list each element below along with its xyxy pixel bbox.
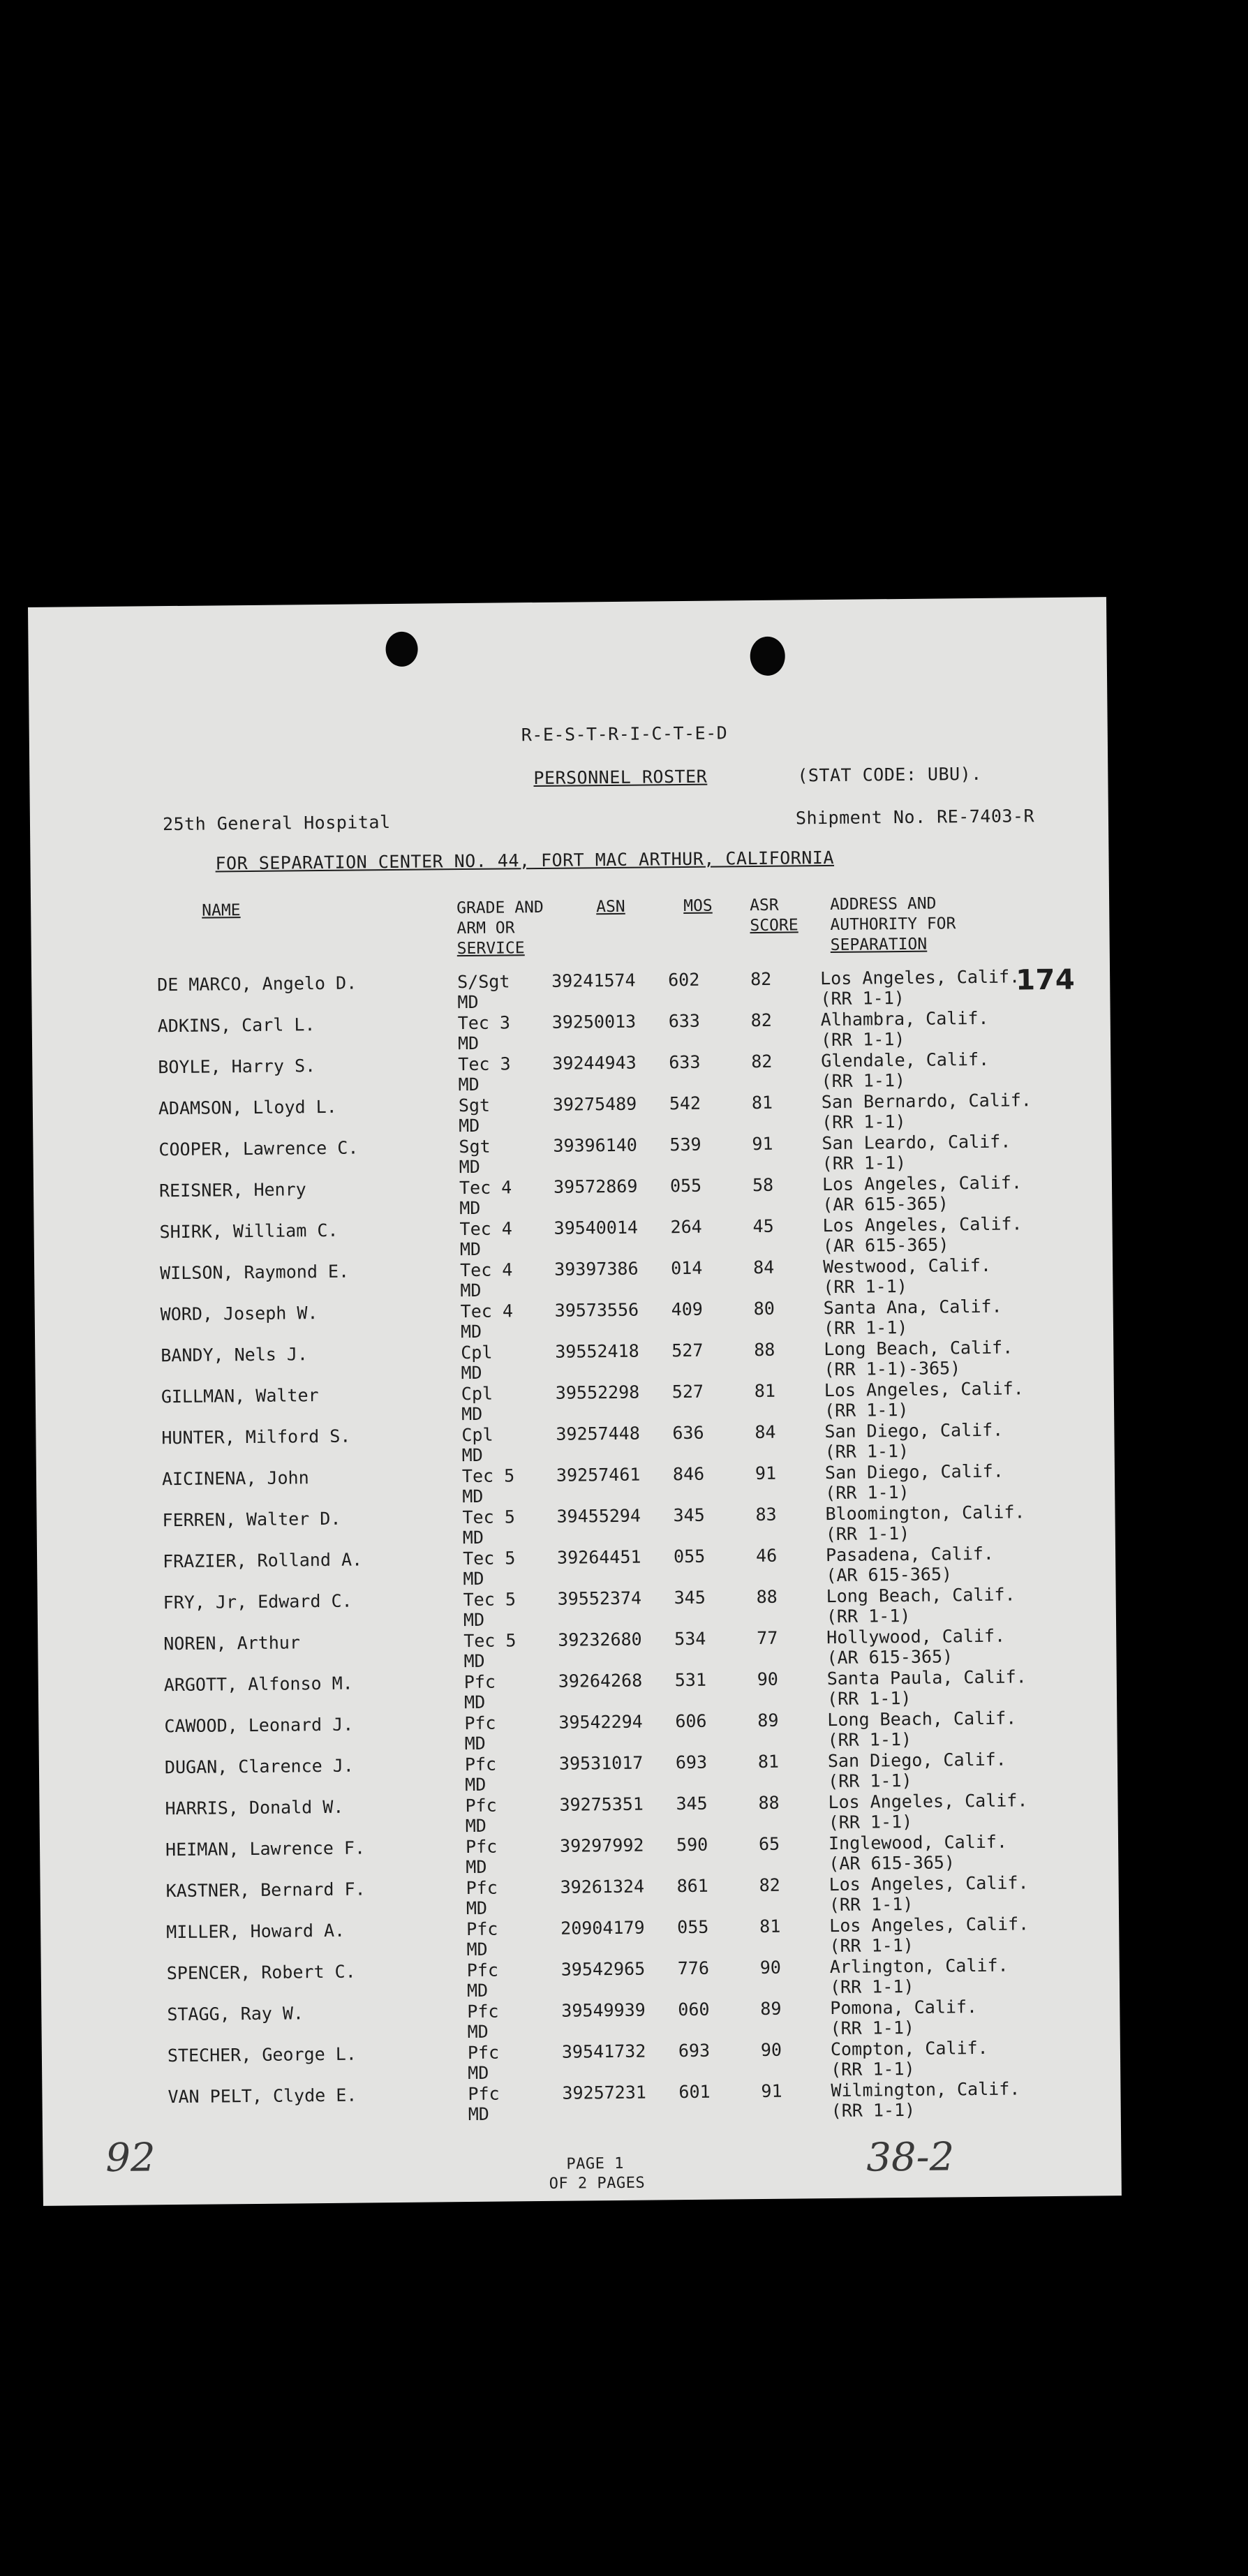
mos-cell: 527 bbox=[671, 1340, 704, 1361]
service-cell: MD bbox=[463, 1650, 485, 1672]
soldier-name: AICINENA, John bbox=[161, 1467, 309, 1490]
mos-cell: 539 bbox=[669, 1134, 701, 1155]
mos-cell: 601 bbox=[678, 2081, 711, 2103]
mos-cell: 345 bbox=[676, 1793, 708, 1814]
address-cell: Inglewood, Calif. bbox=[828, 1831, 1008, 1854]
authority-cell: (RR 1-1) bbox=[827, 1729, 912, 1751]
grade-cell: Tec 4 bbox=[460, 1301, 514, 1322]
soldier-name: STAGG, Ray W. bbox=[167, 2003, 304, 2025]
address-cell: Los Angeles, Calif. bbox=[820, 966, 1020, 989]
mos-cell: 014 bbox=[670, 1257, 703, 1279]
grade-cell: Tec 4 bbox=[460, 1259, 513, 1281]
service-cell: MD bbox=[468, 2103, 489, 2125]
asn-cell: 39275489 bbox=[552, 1093, 637, 1115]
grade-cell: Pfc bbox=[463, 1671, 496, 1693]
score-cell: 89 bbox=[757, 1710, 779, 1731]
address-cell: Glendale, Calif. bbox=[821, 1049, 990, 1072]
score-cell: 46 bbox=[755, 1545, 778, 1567]
restricted-banner: R-E-S-T-R-I-C-T-E-D bbox=[521, 723, 728, 746]
score-cell: 81 bbox=[751, 1092, 773, 1113]
address-cell: Los Angeles, Calif. bbox=[822, 1213, 1023, 1236]
soldier-name: FRAZIER, Rolland A. bbox=[162, 1549, 363, 1572]
score-cell: 88 bbox=[758, 1792, 780, 1814]
soldier-name: WILSON, Raymond E. bbox=[160, 1261, 350, 1284]
mos-cell: 776 bbox=[677, 1957, 710, 1979]
address-cell: Pasadena, Calif. bbox=[825, 1543, 995, 1566]
authority-cell: (RR 1-1) bbox=[821, 1111, 906, 1133]
authority-cell: (RR 1-1) bbox=[825, 1481, 909, 1504]
address-cell: Santa Paula, Calif. bbox=[826, 1666, 1027, 1689]
authority-cell: (RR 1-1) bbox=[821, 1069, 906, 1092]
authority-cell: (RR 1-1) bbox=[825, 1523, 910, 1545]
service-cell: MD bbox=[459, 1156, 480, 1178]
address-cell: San Bernardo, Calif. bbox=[821, 1090, 1032, 1113]
service-cell: MD bbox=[459, 1238, 482, 1260]
grade-cell: Tec 4 bbox=[459, 1218, 512, 1240]
address-cell: Santa Ana, Calif. bbox=[823, 1296, 1002, 1319]
soldier-name: GILLMAN, Walter bbox=[161, 1385, 319, 1407]
col-header-grade bbox=[456, 898, 544, 959]
mos-cell: 055 bbox=[669, 1175, 702, 1197]
asn-cell: 39275351 bbox=[559, 1793, 644, 1815]
soldier-name: BANDY, Nels J. bbox=[161, 1344, 309, 1366]
service-cell: MD bbox=[461, 1403, 483, 1425]
service-cell: MD bbox=[463, 1692, 486, 1713]
address-cell: San Diego, Calif. bbox=[824, 1419, 1004, 1442]
grade-cell: Pfc bbox=[468, 2083, 500, 2105]
mos-cell: 636 bbox=[672, 1422, 704, 1444]
soldier-name: DE MARCO, Angelo D. bbox=[157, 972, 357, 995]
score-cell: 84 bbox=[752, 1257, 775, 1278]
roster-page bbox=[28, 597, 1122, 2206]
stat-code: (STAT CODE: UBU). bbox=[797, 763, 982, 786]
soldier-name: ADKINS, Carl L. bbox=[157, 1014, 315, 1037]
mos-cell: 693 bbox=[678, 2040, 711, 2061]
address-cell: Los Angeles, Calif. bbox=[828, 1790, 1028, 1813]
footer-page-count: OF 2 PAGES bbox=[549, 2174, 646, 2193]
address-cell: San Leardo, Calif. bbox=[822, 1131, 1011, 1154]
mos-cell: 606 bbox=[675, 1710, 707, 1732]
handwritten-number-right: 38-2 bbox=[866, 2134, 955, 2181]
service-cell: MD bbox=[460, 1280, 482, 1301]
asn-cell: 39396140 bbox=[553, 1134, 637, 1156]
service-cell: MD bbox=[468, 2062, 489, 2084]
col-header-name: NAME bbox=[202, 901, 241, 920]
address-cell: San Diego, Calif. bbox=[827, 1749, 1006, 1772]
authority-cell: (AR 615-365) bbox=[829, 1852, 956, 1874]
soldier-name: MILLER, Howard A. bbox=[166, 1920, 346, 1943]
score-cell: 90 bbox=[759, 1957, 781, 1978]
mos-cell: 534 bbox=[674, 1628, 706, 1650]
grade-cell: S/Sgt bbox=[457, 971, 510, 993]
soldier-name: COOPER, Lawrence C. bbox=[158, 1137, 359, 1160]
soldier-name: ADAMSON, Lloyd L. bbox=[158, 1096, 337, 1119]
address-cell: Arlington, Calif. bbox=[829, 1955, 1009, 1978]
mos-cell: 531 bbox=[674, 1669, 707, 1691]
address-cell: Westwood, Calif. bbox=[822, 1254, 992, 1278]
asn-cell: 20904179 bbox=[560, 1917, 645, 1939]
mos-cell: 345 bbox=[673, 1504, 705, 1526]
soldier-name: DUGAN, Clarence J. bbox=[164, 1755, 355, 1778]
mos-cell: 861 bbox=[676, 1875, 708, 1897]
grade-cell: Pfc bbox=[464, 1754, 497, 1775]
footer-page: PAGE 1 bbox=[566, 2154, 625, 2173]
authority-cell: (AR 615-365) bbox=[826, 1646, 953, 1668]
asn-cell: 39297992 bbox=[559, 1835, 644, 1856]
grade-cell: Tec 4 bbox=[459, 1177, 512, 1199]
grade-cell: Pfc bbox=[464, 1712, 496, 1734]
mos-cell: 846 bbox=[672, 1463, 705, 1485]
score-cell: 90 bbox=[757, 1668, 779, 1690]
address-cell: Pomona, Calif. bbox=[830, 1997, 978, 2019]
asn-cell: 39397386 bbox=[554, 1258, 639, 1280]
authority-cell: (RR 1-1) bbox=[830, 2017, 915, 2039]
grade-cell: Pfc bbox=[466, 1960, 499, 1981]
asn-cell: 39542965 bbox=[560, 1958, 646, 1980]
score-cell: 91 bbox=[761, 2080, 782, 2102]
mos-cell: 693 bbox=[675, 1752, 708, 1773]
soldier-name: BOYLE, Harry S. bbox=[158, 1056, 316, 1078]
grade-cell: Sgt bbox=[459, 1136, 491, 1157]
score-cell: 77 bbox=[757, 1627, 778, 1649]
soldier-name: VAN PELT, Clyde E. bbox=[168, 2085, 357, 2108]
address-cell: Long Beach, Calif. bbox=[824, 1337, 1013, 1360]
service-cell: MD bbox=[462, 1527, 484, 1548]
punch-hole-right bbox=[750, 637, 785, 676]
grade-cell: Tec 3 bbox=[458, 1053, 511, 1075]
grade-cell: Pfc bbox=[466, 1877, 498, 1899]
asn-cell: 39232680 bbox=[558, 1629, 642, 1650]
grade-cell: Pfc bbox=[467, 2042, 500, 2064]
service-cell: MD bbox=[460, 1321, 482, 1342]
authority-cell: (AR 615-365) bbox=[826, 1564, 953, 1586]
punch-hole-left bbox=[385, 632, 417, 667]
score-cell: 81 bbox=[759, 1916, 781, 1937]
mos-cell: 602 bbox=[668, 969, 700, 991]
authority-cell: (RR 1-1) bbox=[829, 1976, 914, 1998]
grade-cell: Tec 5 bbox=[462, 1548, 516, 1569]
asn-cell: 39552298 bbox=[555, 1382, 640, 1403]
service-cell: MD bbox=[466, 1939, 488, 1960]
score-cell: 81 bbox=[757, 1751, 780, 1772]
mos-cell: 264 bbox=[670, 1216, 702, 1238]
asn-cell: 39264268 bbox=[558, 1670, 643, 1692]
soldier-name: FRY, Jr, Edward C. bbox=[163, 1590, 352, 1613]
asn-cell: 39549939 bbox=[561, 1999, 646, 2021]
asn-cell: 39455294 bbox=[556, 1505, 641, 1527]
grade-cell: Tec 5 bbox=[461, 1465, 515, 1487]
score-cell: 82 bbox=[751, 1051, 773, 1072]
asn-cell: 39257231 bbox=[562, 2082, 647, 2103]
score-cell: 82 bbox=[750, 1009, 772, 1031]
score-cell: 83 bbox=[755, 1504, 777, 1525]
destination-line: FOR SEPARATION CENTER NO. 44, FORT MAC ARTHUR, CALIFORNIA bbox=[215, 847, 835, 874]
address-cell: Long Beach, Calif. bbox=[826, 1584, 1016, 1607]
authority-cell: (RR 1-1) bbox=[823, 1317, 908, 1339]
soldier-name: HEIMAN, Lawrence F. bbox=[165, 1837, 366, 1860]
score-cell: 88 bbox=[754, 1339, 775, 1361]
service-cell: MD bbox=[458, 1074, 480, 1095]
authority-cell: (RR 1-1) bbox=[828, 1770, 912, 1792]
mos-cell: 633 bbox=[668, 1010, 701, 1032]
asn-cell: 39257448 bbox=[556, 1423, 640, 1444]
score-cell: 81 bbox=[754, 1380, 776, 1402]
col-header-address bbox=[830, 894, 956, 956]
authority-cell: (RR 1-1) bbox=[824, 1399, 909, 1421]
authority-cell: (RR 1-1) bbox=[829, 1934, 914, 1957]
asn-cell: 39264451 bbox=[556, 1546, 641, 1568]
grade-cell: Pfc bbox=[465, 1836, 498, 1858]
service-cell: MD bbox=[457, 991, 479, 1013]
address-cell: San Diego, Calif. bbox=[824, 1460, 1004, 1483]
grade-cell: Tec 5 bbox=[463, 1589, 517, 1611]
authority-cell: (RR 1-1) bbox=[831, 2058, 915, 2080]
asn-cell: 39244943 bbox=[552, 1052, 637, 1074]
grade-header-line-3: SERVICE bbox=[456, 939, 525, 958]
asn-cell: 39261324 bbox=[560, 1876, 645, 1897]
grade-header-line-1: GRADE AND bbox=[456, 898, 544, 918]
authority-cell: (RR 1-1) bbox=[824, 1440, 909, 1463]
address-cell: Long Beach, Calif. bbox=[827, 1708, 1017, 1731]
address-cell: Hollywood, Calif. bbox=[826, 1625, 1006, 1648]
asn-cell: 39541732 bbox=[561, 2041, 646, 2062]
address-cell: Bloomington, Calif. bbox=[825, 1502, 1025, 1525]
score-cell: 80 bbox=[753, 1298, 775, 1319]
score-cell: 82 bbox=[750, 968, 772, 990]
service-cell: MD bbox=[459, 1197, 481, 1219]
authority-cell: (RR 1-1) bbox=[820, 987, 905, 1009]
soldier-name: ARGOTT, Alfonso M. bbox=[163, 1673, 353, 1696]
score-cell: 91 bbox=[755, 1463, 777, 1484]
service-cell: MD bbox=[461, 1444, 483, 1466]
address-cell: Los Angeles, Calif. bbox=[829, 1914, 1030, 1937]
score-cell: 89 bbox=[760, 1998, 782, 2020]
grade-cell: Cpl bbox=[461, 1424, 493, 1446]
score-cell: 91 bbox=[752, 1133, 773, 1155]
grade-cell: Cpl bbox=[461, 1342, 493, 1363]
score-header-line-2: SCORE bbox=[750, 916, 798, 935]
authority-cell: (RR 1-1) bbox=[820, 1028, 905, 1051]
mos-cell: 633 bbox=[669, 1051, 701, 1073]
mos-cell: 590 bbox=[676, 1834, 708, 1856]
asn-cell: 39572869 bbox=[553, 1176, 638, 1197]
mos-cell: 055 bbox=[677, 1916, 709, 1938]
soldier-name: SPENCER, Robert C. bbox=[166, 1961, 356, 1984]
document-title: PERSONNEL ROSTER bbox=[533, 766, 708, 789]
score-cell: 82 bbox=[759, 1874, 780, 1896]
authority-cell: (RR 1-1)-365) bbox=[824, 1358, 961, 1380]
address-header-line-3: SEPARATION bbox=[830, 935, 928, 954]
authority-cell: (AR 615-365) bbox=[822, 1193, 949, 1215]
col-header-score bbox=[750, 895, 798, 936]
authority-cell: (AR 615-365) bbox=[822, 1234, 949, 1257]
soldier-name: NOREN, Arthur bbox=[163, 1632, 301, 1655]
mos-cell: 527 bbox=[671, 1381, 704, 1402]
asn-cell: 39542294 bbox=[558, 1711, 643, 1733]
mos-cell: 055 bbox=[673, 1546, 706, 1567]
mos-cell: 409 bbox=[671, 1298, 703, 1320]
service-cell: MD bbox=[466, 1897, 488, 1919]
col-header-asn: ASN bbox=[596, 897, 625, 917]
grade-cell: Tec 5 bbox=[463, 1630, 517, 1652]
authority-cell: (RR 1-1) bbox=[831, 2099, 916, 2122]
service-cell: MD bbox=[463, 1568, 484, 1590]
soldier-name: WORD, Joseph W. bbox=[160, 1303, 318, 1325]
authority-cell: (RR 1-1) bbox=[826, 1687, 912, 1710]
address-cell: Los Angeles, Calif. bbox=[829, 1872, 1029, 1895]
grade-cell: Pfc bbox=[467, 2001, 499, 2022]
stamp-number: 174 bbox=[1015, 963, 1076, 997]
address-cell: Wilmington, Calif. bbox=[831, 2078, 1020, 2101]
address-cell: Los Angeles, Calif. bbox=[824, 1378, 1024, 1401]
address-cell: Los Angeles, Calif. bbox=[822, 1172, 1023, 1195]
soldier-name: FERREN, Walter D. bbox=[162, 1508, 341, 1531]
service-cell: MD bbox=[462, 1486, 484, 1507]
service-cell: MD bbox=[463, 1609, 485, 1631]
address-header-line-2: AUTHORITY FOR bbox=[830, 915, 956, 934]
mos-cell: 542 bbox=[669, 1093, 701, 1114]
authority-cell: (RR 1-1) bbox=[822, 1152, 907, 1174]
shipment-number: Shipment No. RE-7403-R bbox=[795, 806, 1035, 829]
soldier-name: CAWOOD, Leonard J. bbox=[164, 1714, 354, 1737]
address-header-line-1: ADDRESS AND bbox=[830, 894, 937, 914]
score-cell: 45 bbox=[752, 1215, 774, 1237]
grade-cell: Pfc bbox=[466, 1918, 498, 1940]
asn-cell: 39552374 bbox=[557, 1587, 642, 1609]
grade-cell: Cpl bbox=[461, 1383, 493, 1405]
score-header-line-1: ASR bbox=[750, 896, 779, 915]
authority-cell: (RR 1-1) bbox=[829, 1893, 914, 1916]
soldier-name: HARRIS, Donald W. bbox=[165, 1796, 344, 1819]
soldier-name: REISNER, Henry bbox=[158, 1179, 306, 1201]
grade-cell: Tec 5 bbox=[462, 1507, 515, 1528]
soldier-name: STECHER, George L. bbox=[167, 2043, 357, 2066]
score-cell: 65 bbox=[758, 1833, 780, 1855]
score-cell: 58 bbox=[752, 1174, 774, 1196]
grade-cell: Sgt bbox=[458, 1095, 491, 1116]
grade-header-line-2: ARM OR bbox=[456, 919, 515, 938]
asn-cell: 39241574 bbox=[551, 970, 636, 991]
score-cell: 88 bbox=[756, 1586, 778, 1608]
address-cell: Alhambra, Calif. bbox=[820, 1007, 989, 1030]
asn-cell: 39573556 bbox=[554, 1299, 639, 1321]
asn-cell: 39540014 bbox=[554, 1217, 639, 1238]
service-cell: MD bbox=[461, 1362, 482, 1384]
authority-cell: (RR 1-1) bbox=[826, 1605, 911, 1627]
grade-cell: Tec 3 bbox=[457, 1012, 511, 1034]
score-cell: 84 bbox=[755, 1421, 776, 1443]
authority-cell: (RR 1-1) bbox=[828, 1811, 913, 1833]
service-cell: MD bbox=[464, 1733, 486, 1754]
handwritten-number-left: 92 bbox=[105, 2135, 156, 2182]
asn-cell: 39250013 bbox=[551, 1011, 637, 1032]
asn-cell: 39552418 bbox=[555, 1340, 639, 1362]
service-cell: MD bbox=[467, 2021, 489, 2043]
unit-name: 25th General Hospital bbox=[162, 812, 391, 835]
asn-cell: 39257461 bbox=[556, 1464, 641, 1486]
mos-cell: 345 bbox=[674, 1587, 706, 1608]
service-cell: MD bbox=[466, 1856, 487, 1878]
service-cell: MD bbox=[459, 1115, 480, 1137]
soldier-name: KASTNER, Bernard F. bbox=[165, 1879, 366, 1902]
service-cell: MD bbox=[457, 1032, 480, 1054]
grade-cell: Pfc bbox=[465, 1795, 497, 1816]
soldier-name: HUNTER, Milford S. bbox=[161, 1426, 351, 1449]
mos-cell: 060 bbox=[678, 1999, 710, 2020]
address-cell: Compton, Calif. bbox=[830, 2037, 988, 2060]
col-header-mos: MOS bbox=[683, 896, 713, 916]
asn-cell: 39531017 bbox=[558, 1752, 644, 1774]
soldier-name: SHIRK, William C. bbox=[159, 1220, 339, 1243]
service-cell: MD bbox=[465, 1774, 486, 1796]
authority-cell: (RR 1-1) bbox=[823, 1275, 907, 1298]
service-cell: MD bbox=[466, 1980, 489, 2001]
service-cell: MD bbox=[465, 1815, 487, 1837]
score-cell: 90 bbox=[760, 2039, 782, 2061]
